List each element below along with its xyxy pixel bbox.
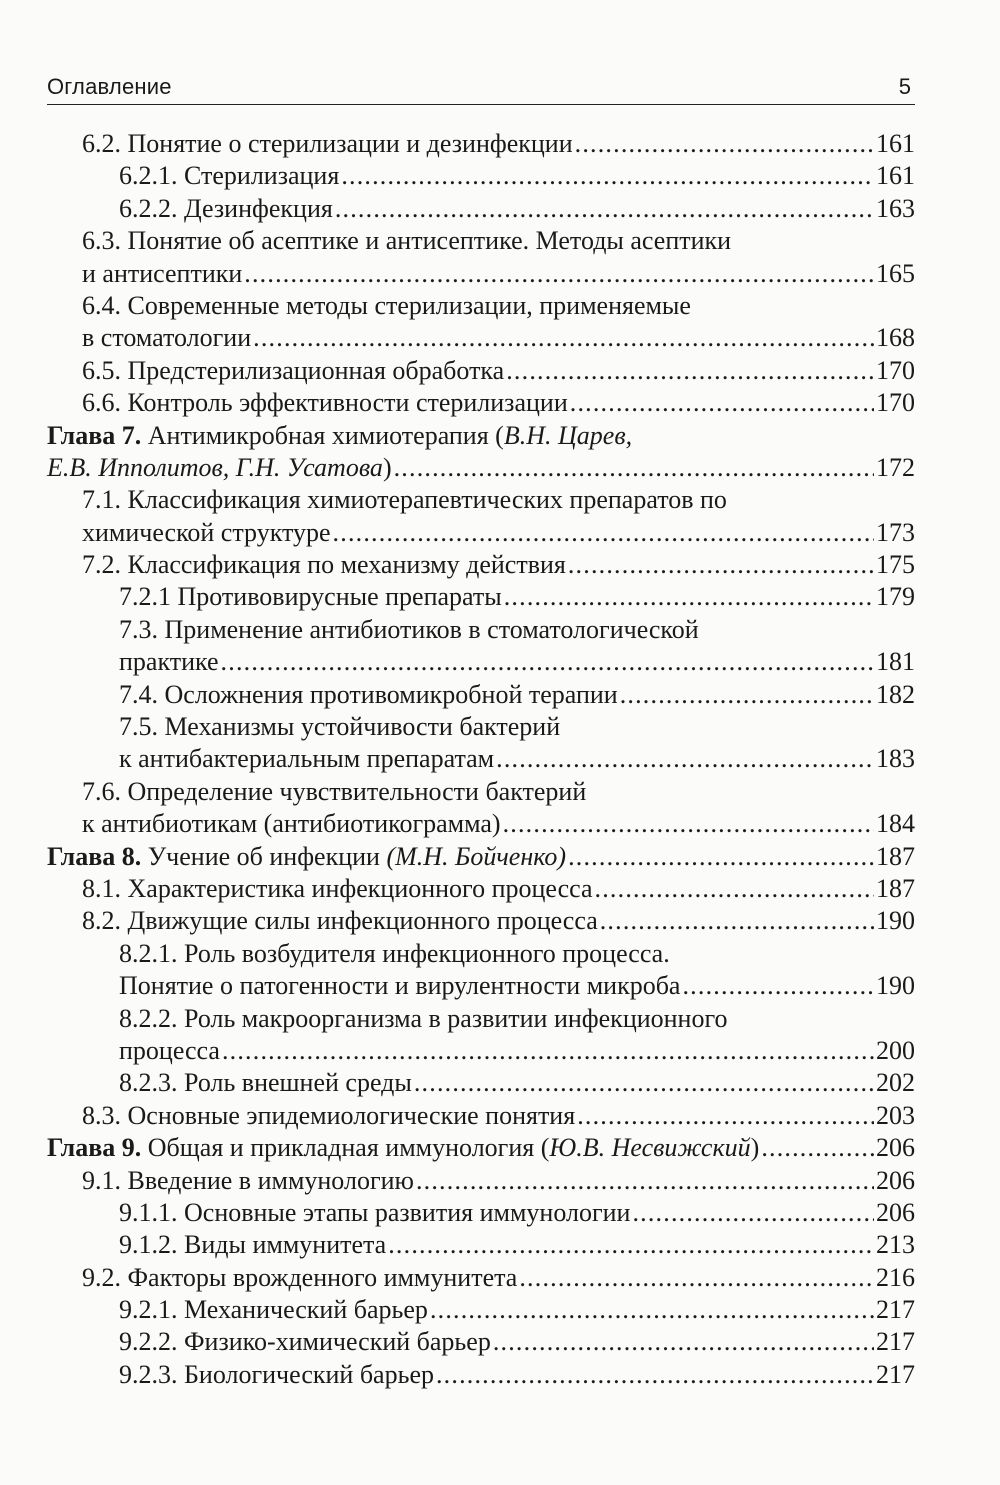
toc-page-number: 187 bbox=[876, 873, 915, 903]
toc-entry-text: химической структуре bbox=[82, 517, 331, 547]
dot-leader bbox=[503, 808, 874, 840]
toc-entry-text: 7.3. Применение антибиотиков в стоматологической bbox=[119, 614, 699, 644]
toc-entry-text: Понятие о патогенности и вирулентности микроба bbox=[119, 971, 681, 1001]
dot-leader bbox=[436, 1359, 874, 1391]
toc-entry-text: 8.2.3. Роль внешней среды bbox=[119, 1068, 412, 1098]
dot-leader bbox=[333, 517, 874, 549]
chapter-authors: Е.В. Ипполитов, Г.Н. Усатова bbox=[47, 452, 383, 482]
dot-leader bbox=[632, 1197, 874, 1229]
dot-leader bbox=[221, 646, 874, 678]
toc-entry-line bbox=[47, 1294, 915, 1326]
dot-leader bbox=[682, 970, 874, 1002]
dot-leader bbox=[414, 1067, 874, 1099]
toc-entry-text: и антисептики bbox=[82, 258, 243, 288]
toc-chapter-line bbox=[47, 420, 915, 452]
toc-page-number: 161 bbox=[876, 161, 915, 191]
toc-page-number: 217 bbox=[876, 1359, 915, 1389]
dot-leader bbox=[416, 1165, 874, 1197]
chapter-title: Общая и прикладная иммунология ( bbox=[141, 1133, 550, 1163]
chapter-title: Антимикробная химиотерапия ( bbox=[141, 420, 504, 450]
dot-leader bbox=[568, 841, 874, 873]
toc-entry-line bbox=[47, 1229, 915, 1261]
chapter-authors: В.Н. Царев, bbox=[503, 420, 633, 450]
toc-page-number: 183 bbox=[876, 744, 915, 774]
toc-entry-line bbox=[47, 938, 915, 970]
dot-leader bbox=[595, 873, 874, 905]
toc-entry-text: 8.1. Характеристика инфекционного процесса bbox=[82, 873, 593, 903]
toc-page-number: 173 bbox=[876, 517, 915, 547]
toc-page-number: 217 bbox=[876, 1327, 915, 1357]
toc-entry-line bbox=[47, 808, 915, 840]
toc-entry-text bbox=[47, 841, 566, 873]
toc-entry-text: к антибиотикам (антибиотикограмма) bbox=[82, 809, 501, 839]
dot-leader bbox=[335, 193, 874, 225]
dot-leader bbox=[244, 258, 874, 290]
chapter-label: Глава 7. bbox=[47, 420, 142, 450]
toc-page-number: 182 bbox=[876, 679, 915, 709]
toc-entry-text: 7.6. Определение чувствительности бактерий bbox=[82, 776, 587, 806]
dot-leader bbox=[600, 905, 874, 937]
chapter-authors: Ю.В. Несвижский bbox=[549, 1133, 751, 1163]
toc-page-number: 203 bbox=[876, 1100, 915, 1130]
toc-page-number: 217 bbox=[876, 1295, 915, 1325]
toc-entry-text: 6.2. Понятие о стерилизации и дезинфекции bbox=[82, 129, 573, 158]
toc-page-number: 165 bbox=[876, 258, 915, 288]
toc-entry-text: 6.3. Понятие об асептике и антисептике. Методы асептики bbox=[82, 226, 732, 256]
dot-leader bbox=[430, 1294, 874, 1326]
toc-entry-text: к антибактериальным препаратам bbox=[119, 744, 495, 774]
toc-entry-text: 9.2.1. Механический барьер bbox=[119, 1295, 428, 1325]
dot-leader bbox=[570, 387, 874, 419]
toc-entry-line bbox=[47, 258, 915, 290]
toc-page-number: 190 bbox=[876, 971, 915, 1001]
toc-entry-text bbox=[47, 1132, 759, 1164]
toc-entry-text: 7.2. Классификация по механизму действия bbox=[82, 550, 566, 580]
toc-entry-text: в стоматологии bbox=[82, 323, 252, 353]
toc-entry-line bbox=[47, 776, 915, 808]
toc-entry-line bbox=[47, 646, 915, 678]
toc-page-number: 200 bbox=[876, 1035, 915, 1065]
toc-chapter-line bbox=[47, 452, 915, 484]
toc-entry-line bbox=[47, 581, 915, 613]
toc-page-number: 206 bbox=[876, 1197, 915, 1227]
toc-entry-line bbox=[47, 517, 915, 549]
toc-entry-line bbox=[47, 355, 915, 387]
toc-page-number: 213 bbox=[876, 1230, 915, 1260]
toc-entry-line bbox=[47, 970, 915, 1002]
toc-entry-text: 7.2.1 Противовирусные препараты bbox=[119, 582, 502, 612]
toc-entry-text: 7.5. Механизмы устойчивости бактерий bbox=[119, 712, 561, 742]
toc-entry-text bbox=[47, 420, 632, 452]
toc-entry-line bbox=[47, 549, 915, 581]
toc-entry-line bbox=[47, 322, 915, 354]
toc-entry-line bbox=[47, 1262, 915, 1294]
running-title: Оглавление bbox=[47, 74, 172, 99]
toc-entry-line bbox=[47, 387, 915, 419]
toc-entry-text: 6.2.1. Стерилизация bbox=[119, 161, 340, 191]
toc-entry-line bbox=[47, 1035, 915, 1067]
toc-entry-line bbox=[47, 614, 915, 646]
toc-entry-line bbox=[47, 290, 915, 322]
chapter-label: Глава 8. bbox=[47, 841, 142, 871]
toc-entry-line bbox=[47, 679, 915, 711]
chapter-title: ) bbox=[382, 452, 392, 482]
toc-entry-text: 8.2.2. Роль макроорганизма в развитии инфекционного bbox=[119, 1003, 728, 1033]
toc-entry-line bbox=[47, 160, 915, 192]
dot-leader bbox=[496, 743, 874, 775]
table-of-contents bbox=[47, 128, 915, 1391]
toc-entry-text: 8.2.1. Роль возбудителя инфекционного процесса. bbox=[119, 938, 670, 968]
toc-entry-line bbox=[47, 1003, 915, 1035]
toc-entry-line bbox=[47, 905, 915, 937]
toc-page-number: 190 bbox=[876, 906, 915, 936]
toc-entry-text: 8.3. Основные эпидемиологические понятия bbox=[82, 1100, 576, 1130]
dot-leader bbox=[568, 549, 874, 581]
toc-entry-text: 9.2.2. Физико-химический барьер bbox=[119, 1327, 491, 1357]
dot-leader bbox=[761, 1132, 874, 1164]
page-number: 5 bbox=[898, 74, 911, 99]
toc-entry-text: 9.1.1. Основные этапы развития иммунологии bbox=[119, 1197, 631, 1227]
toc-entry-line bbox=[47, 1100, 915, 1132]
toc-entry-line bbox=[47, 711, 915, 743]
toc-entry-line bbox=[47, 193, 915, 225]
dot-leader bbox=[388, 1229, 874, 1261]
dot-leader bbox=[506, 355, 874, 387]
toc-page-number: 202 bbox=[876, 1068, 915, 1098]
dot-leader bbox=[253, 322, 874, 354]
toc-entry-line bbox=[47, 1197, 915, 1229]
toc-entry-line bbox=[47, 1067, 915, 1099]
dot-leader bbox=[577, 1100, 874, 1132]
toc-entry-text: 6.4. Современные методы стерилизации, применяемые bbox=[82, 290, 691, 320]
toc-entry-line bbox=[47, 128, 915, 160]
toc-entry-text: 7.1. Классификация химиотерапевтических препаратов по bbox=[82, 485, 727, 515]
toc-page-number: 175 bbox=[876, 550, 915, 580]
toc-entry-text: 8.2. Движущие силы инфекционного процесса bbox=[82, 906, 598, 936]
toc-chapter-line bbox=[47, 1132, 915, 1164]
toc-entry-text: 7.4. Осложнения противомикробной терапии bbox=[119, 679, 618, 709]
dot-leader bbox=[493, 1326, 874, 1358]
toc-page-number: 181 bbox=[876, 647, 915, 677]
toc-entry-line bbox=[47, 484, 915, 516]
toc-page-number: 179 bbox=[876, 582, 915, 612]
toc-entry-text: 9.2. Факторы врожденного иммунитета bbox=[82, 1262, 518, 1292]
toc-page-number: 216 bbox=[876, 1262, 915, 1292]
dot-leader bbox=[504, 581, 874, 613]
toc-page-number: 161 bbox=[876, 129, 915, 158]
toc-entry-text: 9.1.2. Виды иммунитета bbox=[119, 1230, 387, 1260]
toc-page-number: 206 bbox=[876, 1133, 915, 1163]
chapter-label: Глава 9. bbox=[47, 1133, 142, 1163]
toc-entry-text: 6.2.2. Дезинфекция bbox=[119, 193, 333, 223]
toc-page-number: 170 bbox=[876, 388, 915, 418]
toc-entry-text: практике bbox=[119, 647, 219, 677]
toc-entry-line bbox=[47, 743, 915, 775]
dot-leader bbox=[222, 1035, 874, 1067]
dot-leader bbox=[394, 452, 874, 484]
toc-entry-text: 9.1. Введение в иммунологию bbox=[82, 1165, 414, 1195]
toc-entry-text: 6.5. Предстерилизационная обработка bbox=[82, 355, 505, 385]
dot-leader bbox=[575, 128, 874, 160]
toc-page-number: 184 bbox=[876, 809, 915, 839]
chapter-title: Учение об инфекции bbox=[141, 841, 387, 871]
toc-page-number: 168 bbox=[876, 323, 915, 353]
dot-leader bbox=[341, 160, 874, 192]
toc-entry-line bbox=[47, 1165, 915, 1197]
toc-entry-text: 6.6. Контроль эффективности стерилизации bbox=[82, 388, 568, 418]
toc-page-number: 172 bbox=[876, 452, 915, 482]
chapter-title: ) bbox=[750, 1133, 760, 1163]
toc-entry-line bbox=[47, 1326, 915, 1358]
toc-page-number: 170 bbox=[876, 355, 915, 385]
chapter-authors: (М.Н. Бойченко) bbox=[386, 841, 567, 871]
toc-page-number: 163 bbox=[876, 193, 915, 223]
running-header bbox=[47, 70, 915, 105]
toc-entry-text bbox=[47, 452, 392, 484]
toc-page-number: 206 bbox=[876, 1165, 915, 1195]
toc-chapter-line bbox=[47, 841, 915, 873]
toc-entry-line bbox=[47, 873, 915, 905]
toc-entry-text: процесса bbox=[119, 1035, 220, 1065]
dot-leader bbox=[620, 679, 874, 711]
toc-page-number: 187 bbox=[876, 841, 915, 871]
toc-entry-text: 9.2.3. Биологический барьер bbox=[119, 1359, 434, 1389]
dot-leader bbox=[519, 1262, 874, 1294]
toc-entry-line bbox=[47, 225, 915, 257]
toc-entry-line bbox=[47, 1359, 915, 1391]
